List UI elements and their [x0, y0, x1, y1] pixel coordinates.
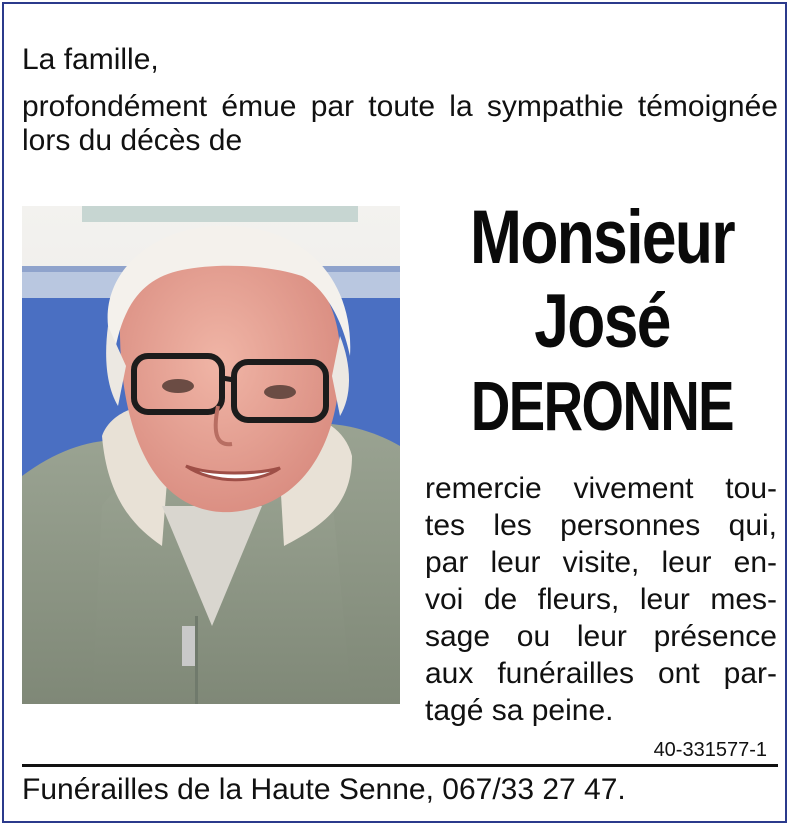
- thanks-paragraph: [425, 470, 777, 729]
- funeral-home-footer: Funérailles de la Haute Senne, 067/33 27 47.: [22, 773, 626, 806]
- thanks-line: tagé sa peine.: [425, 694, 614, 727]
- name-title: Monsieur: [470, 195, 734, 280]
- thanks-line: par leur visite, leur en-: [425, 546, 777, 579]
- deceased-name: [424, 196, 780, 448]
- divider: [22, 764, 778, 767]
- portrait-photo: [22, 206, 400, 704]
- thanks-line: voi de fleurs, leur mes-: [425, 583, 777, 616]
- name-last: DERONNE: [470, 367, 734, 445]
- reference-number: 40-331577-1: [653, 739, 767, 761]
- thanks-line: aux funérailles ont par-: [425, 657, 777, 690]
- intro-line-2: profondément émue par toute la sympathie témoignée lors du décès de: [22, 90, 778, 157]
- portrait-illustration: [22, 206, 400, 704]
- intro-line-1: La famille,: [22, 43, 159, 76]
- name-first: José: [534, 279, 670, 364]
- obituary-notice: [2, 2, 787, 823]
- thanks-line: remercie vivement tou-: [425, 472, 777, 505]
- thanks-line: tes les personnes qui,: [425, 509, 777, 542]
- thanks-line: sage ou leur présence: [425, 620, 777, 653]
